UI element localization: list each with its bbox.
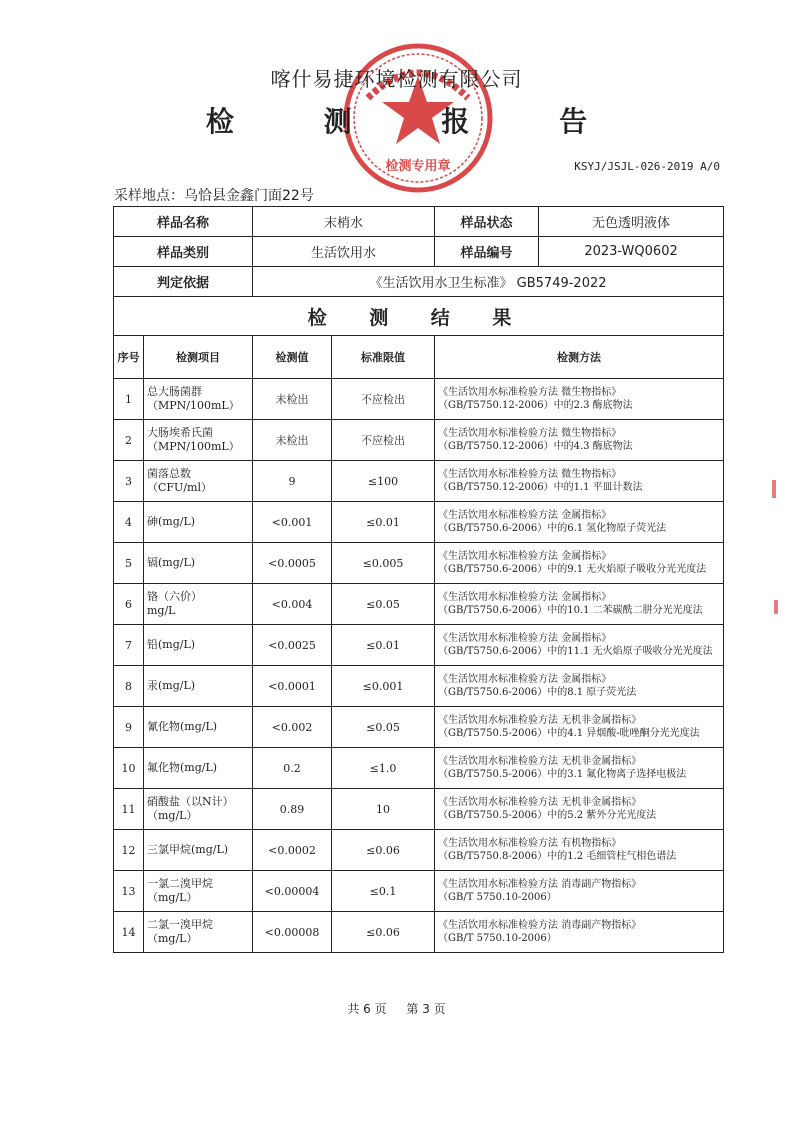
row-value: <0.002: [253, 707, 332, 748]
row-value: <0.00004: [253, 871, 332, 912]
row-item: 一氯二溴甲烷 （mg/L）: [144, 871, 253, 912]
row-number: 11: [114, 789, 144, 830]
sample-name-value: 末梢水: [253, 207, 435, 237]
row-method: 《生活饮用水标准检验方法 微生物指标》 （GB/T5750.12-2006）中的1.1 平皿计数法: [435, 461, 724, 502]
table-row: [114, 420, 724, 461]
current-page: 第 3 页: [406, 1002, 446, 1016]
row-number: 10: [114, 748, 144, 789]
row-number: 9: [114, 707, 144, 748]
row-item: 砷(mg/L): [144, 502, 253, 543]
row-method: 《生活饮用水标准检验方法 消毒副产物指标》 （GB/T 5750.10-2006）: [435, 912, 724, 953]
row-number: 6: [114, 584, 144, 625]
sample-category-value: 生活饮用水: [253, 237, 435, 267]
sample-state-value: 无色透明液体: [592, 216, 671, 231]
row-limit: ≤0.01: [332, 502, 435, 543]
page-footer: [0, 1000, 793, 1017]
table-row: [114, 379, 724, 420]
row-value: 9: [253, 461, 332, 502]
row-method: 《生活饮用水标准检验方法 金属指标》 （GB/T5750.6-2006）中的10.1 二苯碳酰二肼分光光度法: [435, 584, 724, 625]
row-limit: ≤0.01: [332, 625, 435, 666]
row-item: 硝酸盐（以N计） （mg/L）: [144, 789, 253, 830]
row-item: 汞(mg/L): [144, 666, 253, 707]
report-title: 检 测 报 告: [205, 105, 628, 138]
row-limit: ≤1.0: [332, 748, 435, 789]
row-limit: ≤0.05: [332, 584, 435, 625]
row-value: <0.004: [253, 584, 332, 625]
sample-state-label: 样品状态: [435, 207, 539, 236]
col-header-no: 序号: [114, 336, 144, 379]
basis-value: 《生活饮用水卫生标准》 GB5749-2022: [253, 267, 724, 297]
row-number: 5: [114, 543, 144, 584]
row-value: <0.0025: [253, 625, 332, 666]
col-header-value: 检测值: [253, 336, 332, 379]
row-value: 0.89: [253, 789, 332, 830]
table-row: [114, 584, 724, 625]
scan-mark: [772, 480, 776, 498]
column-header-row: [114, 336, 724, 379]
sample-number-value: 2023-WQ0602: [584, 244, 678, 259]
row-limit: ≤0.05: [332, 707, 435, 748]
row-number: 2: [114, 420, 144, 461]
company-name: 喀什易捷环境检测有限公司: [270, 67, 523, 91]
row-number: 7: [114, 625, 144, 666]
row-value: 未检出: [253, 379, 332, 420]
row-method: 《生活饮用水标准检验方法 微生物指标》 （GB/T5750.12-2006）中的2.3 酶底物法: [435, 379, 724, 420]
col-header-method: 检测方法: [435, 336, 724, 379]
table-row: [114, 625, 724, 666]
row-number: 4: [114, 502, 144, 543]
sample-category-label: 样品类别: [114, 237, 253, 267]
row-number: 3: [114, 461, 144, 502]
table-row: [114, 789, 724, 830]
table-row: [114, 707, 724, 748]
document-code: KSYJ/JSJL-026-2019 A/0: [574, 160, 720, 173]
row-value: <0.0002: [253, 830, 332, 871]
row-limit: ≤0.06: [332, 912, 435, 953]
total-pages: 共 6 页: [347, 1002, 387, 1016]
row-value: <0.001: [253, 502, 332, 543]
row-method: 《生活饮用水标准检验方法 消毒副产物指标》 （GB/T 5750.10-2006）: [435, 871, 724, 912]
row-method: 《生活饮用水标准检验方法 金属指标》 （GB/T5750.6-2006）中的6.1 氢化物原子荧光法: [435, 502, 724, 543]
table-row: [114, 666, 724, 707]
row-value: <0.0001: [253, 666, 332, 707]
table-row: [114, 830, 724, 871]
row-limit: ≤0.001: [332, 666, 435, 707]
row-value: <0.0005: [253, 543, 332, 584]
row-method: 《生活饮用水标准检验方法 无机非金属指标》 （GB/T5750.5-2006）中的3.1 氟化物离子选择电极法: [435, 748, 724, 789]
row-method: 《生活饮用水标准检验方法 无机非金属指标》 （GB/T5750.5-2006）中的4.1 异烟酸-吡唑酮分光光度法: [435, 707, 724, 748]
row-item: 氟化物(mg/L): [144, 748, 253, 789]
row-number: 1: [114, 379, 144, 420]
row-item: 铬（六价） mg/L: [144, 584, 253, 625]
row-item: 二氯一溴甲烷 （mg/L）: [144, 912, 253, 953]
row-method: 《生活饮用水标准检验方法 金属指标》 （GB/T5750.6-2006）中的11.1 无火焰原子吸收分光光度法: [435, 625, 724, 666]
row-limit: 不应检出: [332, 420, 435, 461]
report-table: [113, 206, 724, 953]
row-method: 《生活饮用水标准检验方法 金属指标》 （GB/T5750.6-2006）中的8.1 原子荧光法: [435, 666, 724, 707]
table-row: [114, 461, 724, 502]
row-limit: 10: [332, 789, 435, 830]
row-value: <0.00008: [253, 912, 332, 953]
table-row: [114, 871, 724, 912]
basis-row: [114, 267, 724, 297]
sampling-address: 采样地点：乌恰县金鑫门面22号: [114, 188, 314, 204]
row-number: 8: [114, 666, 144, 707]
row-limit: ≤0.005: [332, 543, 435, 584]
sample-name-label: 样品名称: [114, 207, 253, 237]
table-row: [114, 912, 724, 953]
scan-mark: [774, 600, 778, 614]
row-method: 《生活饮用水标准检验方法 无机非金属指标》 （GB/T5750.5-2006）中的5.2 紫外分光光度法: [435, 789, 724, 830]
row-item: 镉(mg/L): [144, 543, 253, 584]
basis-label: 判定依据: [114, 267, 253, 297]
row-limit: ≤0.1: [332, 871, 435, 912]
row-item: 菌落总数 （CFU/ml）: [144, 461, 253, 502]
sample-number-label: 样品编号: [435, 237, 539, 266]
row-number: 12: [114, 830, 144, 871]
row-item: 大肠埃希氏菌 （MPN/100mL）: [144, 420, 253, 461]
row-item: 总大肠菌群 （MPN/100mL）: [144, 379, 253, 420]
row-value: 0.2: [253, 748, 332, 789]
row-number: 14: [114, 912, 144, 953]
col-header-item: 检测项目: [144, 336, 253, 379]
row-method: 《生活饮用水标准检验方法 微生物指标》 （GB/T5750.12-2006）中的4.3 酶底物法: [435, 420, 724, 461]
results-title: 检 测 结 果: [114, 297, 724, 336]
results-title-row: [114, 297, 724, 336]
sample-category-row: [114, 237, 724, 267]
row-limit: ≤0.06: [332, 830, 435, 871]
sample-name-row: [114, 207, 724, 237]
row-item: 三氯甲烷(mg/L): [144, 830, 253, 871]
row-method: 《生活饮用水标准检验方法 有机物指标》 （GB/T5750.8-2006）中的1.2 毛细管柱气相色谱法: [435, 830, 724, 871]
row-value: 未检出: [253, 420, 332, 461]
table-row: [114, 748, 724, 789]
row-limit: 不应检出: [332, 379, 435, 420]
col-header-limit: 标准限值: [332, 336, 435, 379]
row-number: 13: [114, 871, 144, 912]
row-item: 铅(mg/L): [144, 625, 253, 666]
row-method: 《生活饮用水标准检验方法 金属指标》 （GB/T5750.6-2006）中的9.1 无火焰原子吸收分光光度法: [435, 543, 724, 584]
row-item: 氰化物(mg/L): [144, 707, 253, 748]
row-limit: ≤100: [332, 461, 435, 502]
table-row: [114, 502, 724, 543]
svg-text:检测专用章: 检测专用章: [385, 159, 451, 174]
table-row: [114, 543, 724, 584]
